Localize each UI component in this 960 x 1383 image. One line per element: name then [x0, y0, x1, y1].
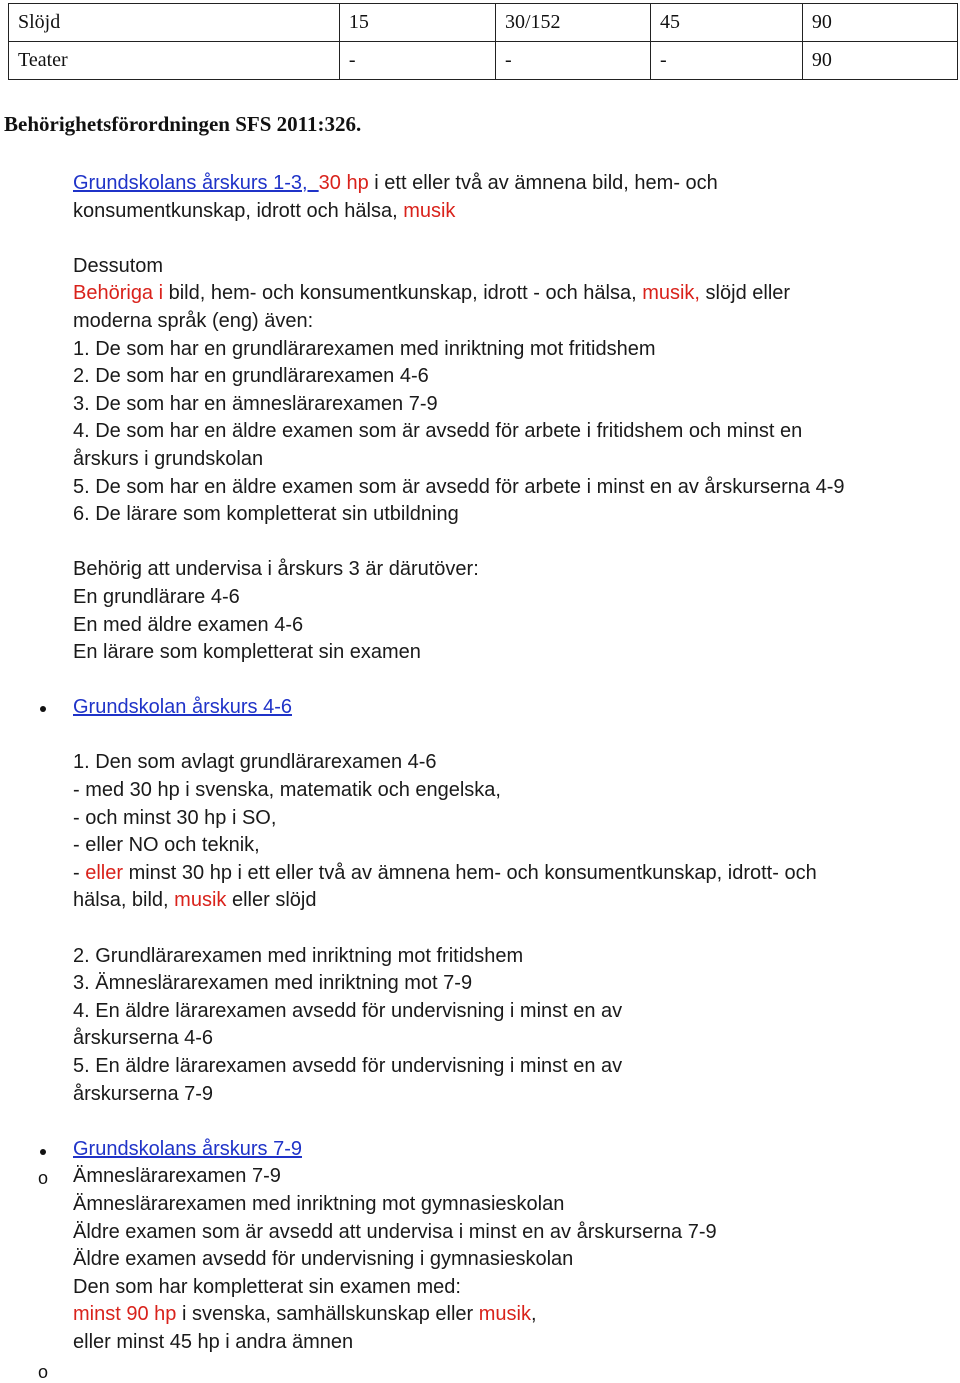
- highlight-text: musik: [174, 889, 227, 912]
- highlight-text: 30 hp: [318, 172, 369, 194]
- text-line: - eller NO och teknik,: [73, 834, 260, 857]
- highlight-text: minst 90 hp: [73, 1303, 177, 1326]
- text-line: - och minst 30 hp i SO,: [73, 806, 277, 829]
- text-span: ,: [530, 1303, 537, 1326]
- text-line: [73, 170, 943, 198]
- text-line: moderna språk (eng) även:: [73, 309, 314, 332]
- text-line: En med äldre examen 4-6: [73, 613, 304, 636]
- table-cell: 15: [339, 4, 495, 42]
- text-line: En lärare som kompletterat sin examen: [73, 641, 421, 664]
- table-cell: -: [339, 42, 495, 80]
- text-line: [73, 860, 943, 888]
- grades-4-6-link[interactable]: Grundskolan årskurs 4-6: [73, 696, 292, 719]
- table-cell: 90: [802, 4, 957, 42]
- text-line: [73, 1301, 943, 1329]
- bullet-circle-icon: o: [38, 1168, 49, 1188]
- text-span: minst 30 hp i ett eller två av ämnena hem- och konsumentkunskap, idrott- och: [123, 861, 817, 884]
- text-span: konsumentkunskap, idrott och hälsa,: [73, 199, 404, 222]
- bullet-dot-icon: [40, 1149, 46, 1155]
- text-span: bild, hem- och konsumentkunskap, idrott - och hälsa,: [163, 282, 643, 305]
- list-item: 5. En äldre lärarexamen avsedd för undervisning i minst en av: [73, 1055, 623, 1077]
- text-line: En grundlärare 4-6: [73, 585, 240, 608]
- text-line: Äldre examen som är avsedd att undervisa i minst en av årskurserna 7-9: [73, 1220, 717, 1243]
- text-line: - med 30 hp i svenska, matematik och engelska,: [73, 779, 501, 802]
- subject-table: [8, 3, 958, 80]
- document-body: [73, 170, 943, 1357]
- text-line: Äldre examen avsedd för undervisning i gymnasieskolan: [73, 1248, 574, 1271]
- text-line: [73, 198, 943, 226]
- text-line: eller minst 45 hp i andra ämnen: [73, 1330, 354, 1353]
- highlight-text: musik: [403, 199, 456, 222]
- list-item: 4. De som har en äldre examen som är avsedd för arbete i fritidshem och minst en: [73, 420, 803, 443]
- list-item: 2. Grundlärarexamen med inriktning mot fritidshem: [73, 944, 524, 967]
- highlight-text: musik: [478, 1303, 531, 1326]
- list-item: 4. En äldre lärarexamen avsedd för undervisning i minst en av: [73, 999, 623, 1022]
- list-item: 3. De som har en ämneslärarexamen 7-9: [73, 392, 438, 415]
- list-item: 6. De lärare som kompletterat sin utbildning: [73, 503, 459, 526]
- bullet-circle-icon: o: [38, 1362, 49, 1382]
- table-row: [9, 42, 958, 80]
- table-cell: Slöjd: [9, 4, 340, 42]
- section-heading: Behörighetsförordningen SFS 2011:326.: [4, 112, 362, 136]
- highlight-text: eller: [85, 861, 124, 884]
- highlight-text: musik,: [642, 282, 700, 305]
- table-cell: 45: [651, 4, 803, 42]
- text-line: Den som har kompletterat sin examen med:: [73, 1275, 461, 1298]
- text-line: Dessutom: [73, 254, 164, 277]
- text-span: i svenska, samhällskunskap eller: [176, 1303, 479, 1326]
- text-line: Behörig att undervisa i årskurs 3 är därutöver:: [73, 558, 479, 581]
- highlight-text: Behöriga i: [73, 282, 164, 305]
- list-item: 5. De som har en äldre examen som är avsedd för arbete i minst en av årskurserna 4-9: [73, 475, 845, 498]
- list-item: 2. De som har en grundlärarexamen 4-6: [73, 365, 429, 388]
- list-item: årskurs i grundskolan: [73, 447, 264, 470]
- text-line: Ämneslärarexamen med inriktning mot gymnasieskolan: [73, 1192, 565, 1215]
- text-span: i ett eller två av ämnena bild, hem- och: [368, 172, 718, 194]
- table-cell: Teater: [9, 42, 340, 80]
- list-item: årskurserna 4-6: [73, 1027, 214, 1050]
- text-span: slöjd eller: [700, 282, 791, 305]
- text-span: eller slöjd: [226, 889, 317, 912]
- table-row: [9, 4, 958, 42]
- table-cell: 90: [802, 42, 957, 80]
- table-cell: -: [495, 42, 650, 80]
- grades-7-9-link[interactable]: Grundskolans årskurs 7-9: [73, 1137, 302, 1160]
- bullet-dot-icon: [40, 706, 46, 712]
- text-line: Ämneslärarexamen 7-9: [73, 1165, 281, 1188]
- text-line: [73, 280, 943, 308]
- table-cell: 30/152: [495, 4, 650, 42]
- text-line: [73, 1136, 943, 1164]
- table-cell: -: [651, 42, 803, 80]
- list-item: 1. De som har en grundlärarexamen med inriktning mot fritidshem: [73, 337, 656, 360]
- text-span: -: [73, 861, 86, 884]
- grades-1-3-link[interactable]: Grundskolans årskurs 1-3,: [73, 172, 319, 194]
- text-line: [73, 694, 943, 722]
- list-item: årskurserna 7-9: [73, 1082, 214, 1105]
- text-line: [73, 887, 943, 915]
- list-item: 3. Ämneslärarexamen med inriktning mot 7-9: [73, 972, 473, 995]
- text-span: hälsa, bild,: [73, 889, 175, 912]
- text-line: 1. Den som avlagt grundlärarexamen 4-6: [73, 751, 437, 774]
